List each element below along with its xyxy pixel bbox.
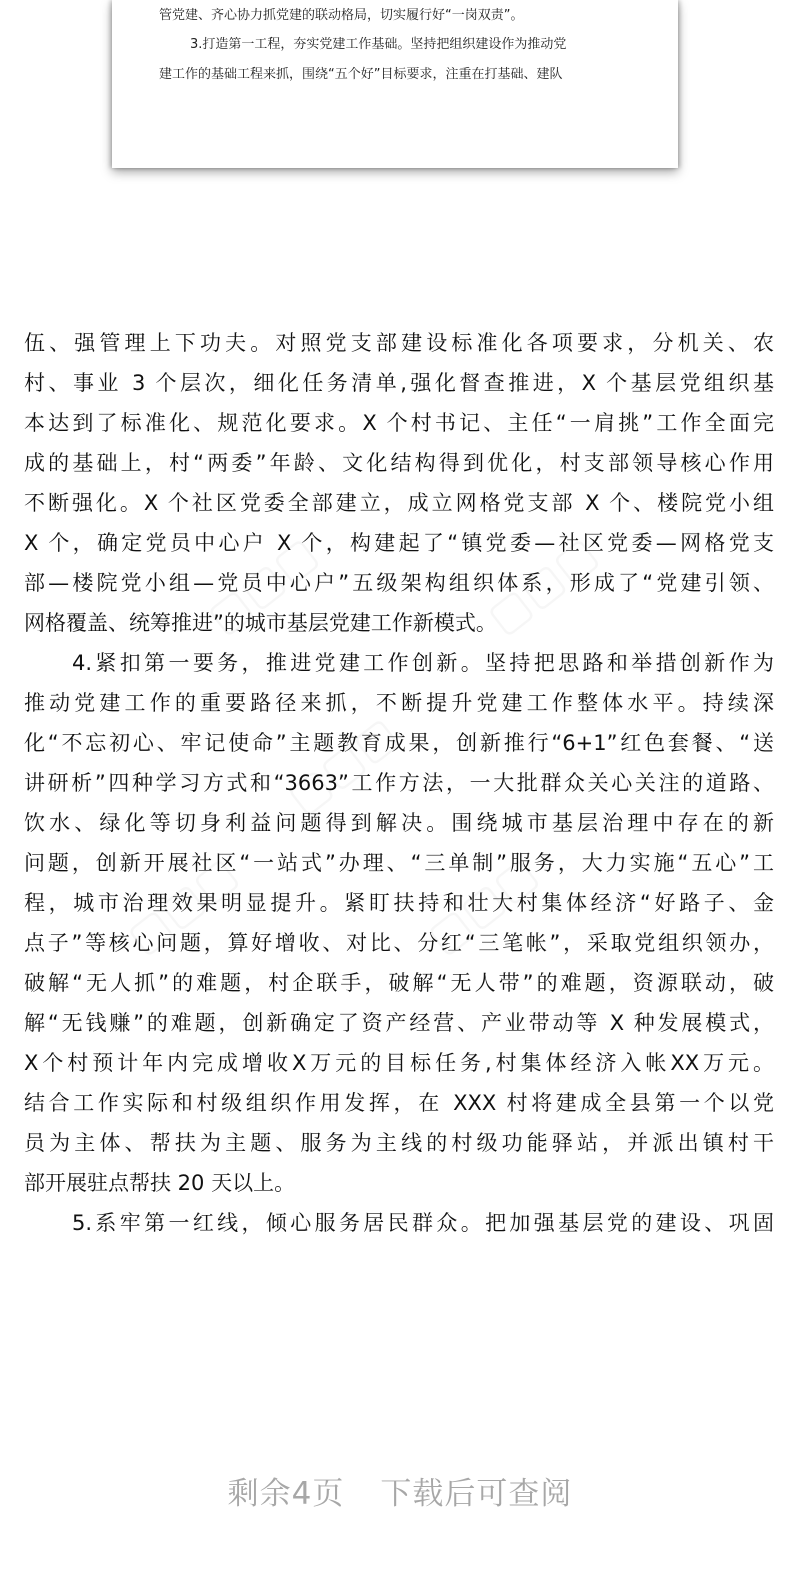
document-line: 村、事业 3 个层次，细化任务清单,强化督查推进，X 个基层党组织基 [24, 371, 774, 395]
document-line: 部开展驻点帮扶 20 天以上。 [24, 1171, 296, 1195]
document-line: 破解“无人抓”的难题，村企联手，破解“无人带”的难题，资源联动，破 [24, 971, 774, 995]
document-line: X 个，确定党员中心户 X 个，构建起了“镇党委—社区党委—网格党支 [24, 531, 774, 555]
preview-line-2: 3.打造第一工程，夯实党建工作基础。坚持把组织建设作为推动党 [190, 37, 567, 52]
document-line: 员为主体、帮扶为主题、服务为主线的村级功能驿站，并派出镇村干 [24, 1131, 774, 1155]
document-line: 程，城市治理效果明显提升。紧盯扶持和壮大村集体经济“好路子、金 [24, 891, 774, 915]
download-to-view-label: 下载后可查阅 [380, 1476, 573, 1512]
document-line: 推动党建工作的重要路径来抓，不断提升党建工作整体水平。持续深 [24, 691, 774, 715]
document-line: 5.系牢第一红线，倾心服务居民群众。把加强基层党的建设、巩固 [72, 1211, 774, 1235]
document-line: 解“无钱赚”的难题，创新确定了资产经营、产业带动等 X 种发展模式， [24, 1011, 774, 1035]
preview-line-3: 建工作的基础工程来抓，围绕“五个好”目标要求，注重在打基础、建队 [159, 67, 563, 82]
document-line: 成的基础上，村“两委”年龄、文化结构得到优化，村支部领导核心作用 [24, 451, 774, 475]
document-line: X个村预计年内完成增收X万元的目标任务,村集体经济入帐XX万元。 [24, 1051, 774, 1075]
document-line: 部—楼院党小组—党员中心户”五级架构组织体系，形成了“党建引领、 [24, 571, 774, 595]
preview-line-1: 管党建、齐心协力抓党建的联动格局，切实履行好“一岗双责”。 [159, 8, 524, 23]
document-line: 讲研析”四种学习方式和“3663”工作方法，一大批群众关心关注的道路、 [24, 771, 774, 795]
document-line: 伍、强管理上下功夫。对照党支部建设标准化各项要求，分机关、农 [24, 331, 774, 355]
document-line: 4.紧扣第一要务，推进党建工作创新。坚持把思路和举措创新作为 [72, 651, 774, 675]
document-line: 不断强化。X 个社区党委全部建立，成立网格党支部 X 个、楼院党小组 [24, 491, 774, 515]
document-line: 化“不忘初心、牢记使命”主题教育成果，创新推行“6+1”红色套餐、“送 [24, 731, 774, 755]
remaining-pages-notice[interactable] [0, 1468, 800, 1513]
remaining-pages-label: 剩余4页 [227, 1476, 345, 1512]
document-line: 网格覆盖、统筹推进”的城市基层党建工作新模式。 [24, 611, 497, 635]
document-line: 饮水、绿化等切身利益问题得到解决。围绕城市基层治理中存在的新 [24, 811, 774, 835]
document-line: 问题，创新开展社区“一站式”办理、“三单制”服务，大力实施“五心”工 [24, 851, 774, 875]
document-line: 点子”等核心问题，算好增收、对比、分红“三笔帐”，采取党组织领办， [24, 931, 774, 955]
document-line: 结合工作实际和村级组织作用发挥，在 XXX 村将建成全县第一个以党 [24, 1091, 774, 1115]
document-line: 本达到了标准化、规范化要求。X 个村书记、主任“一肩挑”工作全面完 [24, 411, 774, 435]
document-body [24, 323, 774, 1243]
preview-page-card [112, 0, 678, 168]
